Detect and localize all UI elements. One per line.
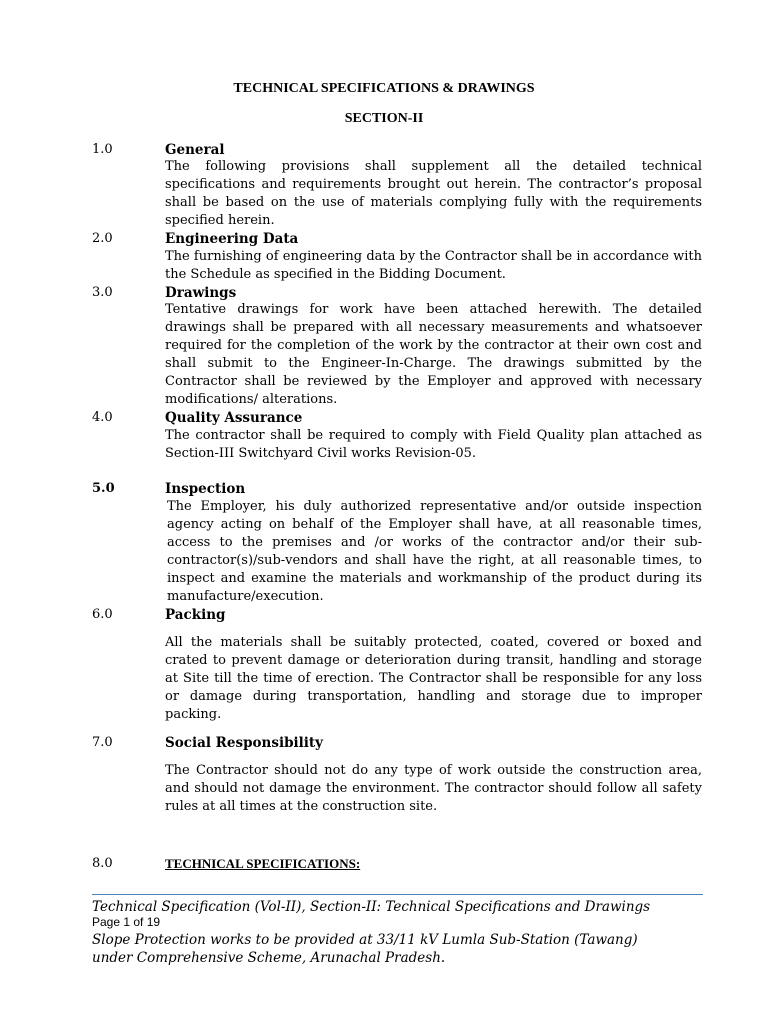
footer-project-line: under Comprehensive Scheme, Arunachal Pradesh.: [92, 950, 446, 966]
document-title: TECHNICAL SPECIFICATIONS & DRAWINGS: [233, 81, 535, 96]
section-number: 5.0: [92, 481, 115, 496]
section-heading: Engineering Data: [165, 231, 299, 247]
section-number: 8.0: [92, 856, 113, 871]
section-body: The following provisions shall supplement all the detailed technical specifications and requirements brought out herein. The contractor’s proposal shall be based on the use of materials complying fully with the requirements specified herein.: [165, 159, 702, 228]
section-number: 1.0: [92, 142, 113, 157]
footer-project-line: Slope Protection works to be provided at 33/11 kV Lumla Sub-Station (Tawang): [92, 932, 638, 948]
section-heading: Social Responsibility: [165, 735, 323, 751]
section-heading: TECHNICAL SPECIFICATIONS:: [165, 856, 361, 871]
footer-divider: [92, 894, 703, 895]
section-heading: General: [165, 142, 225, 158]
section-number: 7.0: [92, 735, 113, 750]
section-body: The Employer, his duly authorized representative and/or outside inspection agency acting on behalf of the Employer shall have, at all reasonable times, access to the premises and /or works of the contractor and/or their sub-contractor(s)/sub-vendors and shall have the right, at all reasonable times, to inspect and examine the materials and workmanship of the product during its manufacture/execution.: [167, 499, 702, 604]
section-heading: Quality Assurance: [165, 410, 303, 426]
section-body: All the materials shall be suitably protected, coated, covered or boxed and crated to prevent damage or deterioration during transit, handling and storage at Site till the time of erection. The Contractor shall be responsible for any loss or damage during transportation, handling and storage due to improper packing.: [165, 635, 702, 722]
section-number: 3.0: [92, 285, 113, 300]
page-number: Page 1 of 19: [92, 915, 161, 929]
section-body: The furnishing of engineering data by the Contractor shall be in accordance with the Schedule as specified in the Bidding Document.: [165, 249, 702, 282]
section-number: 4.0: [92, 410, 113, 425]
section-body: The Contractor should not do any type of work outside the construction area, and should not damage the environment. The contractor should follow all safety rules at all times at the construction site.: [165, 763, 702, 814]
section-number: 6.0: [92, 607, 113, 622]
section-heading: Drawings: [165, 285, 237, 301]
footer-title: Technical Specification (Vol-II), Section-II: Technical Specifications and Drawings: [92, 899, 651, 915]
section-title: SECTION-II: [344, 111, 424, 126]
section-heading: Packing: [165, 607, 226, 623]
section-body: Tentative drawings for work have been attached herewith. The detailed drawings shall be prepared with all necessary measurements and whatsoever required for the completion of the work by the contractor at their own cost and shall submit to the Engineer-In-Charge. The drawings submitted by the Contractor shall be reviewed by the Employer and approved with necessary modifications/ alterations.: [165, 302, 702, 407]
section-heading: Inspection: [165, 481, 246, 497]
section-number: 2.0: [92, 231, 113, 246]
section-body: The contractor shall be required to comply with Field Quality plan attached as Section-III Switchyard Civil works Revision-05.: [165, 428, 702, 461]
